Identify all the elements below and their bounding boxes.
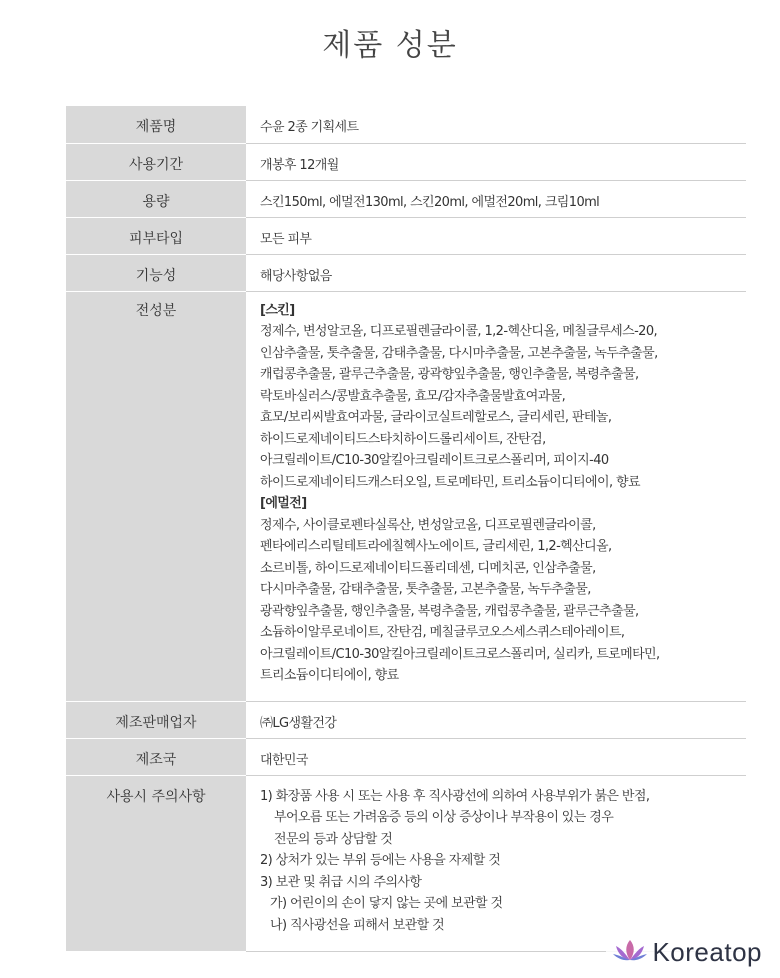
- koreatop-watermark: [606, 934, 768, 970]
- table-row: [66, 738, 746, 775]
- ingredient-line: 광곽향잎추출물, 행인추출물, 복령추출물, 캐럽콩추출물, 괄루근추출물,: [260, 603, 639, 619]
- product-info-table: [66, 106, 746, 952]
- precaution-line: 부어오름 또는 가려움증 등의 이상 증상이나 부작용이 있는 경우: [274, 810, 614, 825]
- row-value-product-name: 수윤 2종 기획세트: [246, 106, 746, 143]
- row-label-functional: 기능성: [66, 254, 246, 291]
- row-value-volume: 스킨150ml, 에멀전130ml, 스킨20ml, 에멀전20ml, 크림10ml: [246, 180, 746, 217]
- ingredient-line: 락토바실러스/콩발효추출물, 효모/감자추출물발효여과물,: [260, 388, 566, 404]
- ingredient-line: 펜타에리스리틸테트라에칠헥사노에이트, 글리세린, 1,2-헥산디올,: [260, 539, 612, 554]
- table-row: [66, 701, 746, 738]
- precaution-line: 나) 직사광선을 피해서 보관할 것: [270, 917, 445, 933]
- table-row: [66, 143, 746, 180]
- row-value-functional: 해당사항없음: [246, 254, 746, 291]
- precaution-line: 전문의 등과 상담할 것: [274, 831, 393, 847]
- ingredient-line: 하이드로제네이티드스타치하이드롤리세이트, 잔탄검,: [260, 431, 546, 447]
- row-label-usage-period: 사용기간: [66, 143, 246, 180]
- row-value-skin-type: 모든 피부: [246, 217, 746, 254]
- table-row: [66, 180, 746, 217]
- table-row: [66, 291, 746, 701]
- row-value-ingredients: [246, 291, 746, 701]
- ingredient-line: 하이드로제네이티드캐스터오일, 트로메타민, 트리소듐이디티에이, 향료: [260, 474, 640, 490]
- ingredient-line: 효모/보리씨발효여과물, 글라이코실트레할로스, 글리세린, 판테놀,: [260, 410, 612, 425]
- row-value-manufacturer: ㈜LG생활건강: [246, 701, 746, 738]
- precaution-line: 3) 보관 및 취급 시의 주의사항: [260, 874, 422, 890]
- row-label-volume: 용량: [66, 180, 246, 217]
- table-row: [66, 254, 746, 291]
- ingredient-heading-skin: [스킨]: [260, 302, 295, 318]
- page-title: 제품 성분: [322, 28, 458, 63]
- row-value-usage-period: 개봉후 12개월: [246, 143, 746, 180]
- ingredient-heading-emulsion: [에멀전]: [260, 496, 307, 511]
- row-label-manufacturer: 제조판매업자: [66, 701, 246, 738]
- table-row: [66, 106, 746, 143]
- watermark-text: Koreatop: [652, 936, 762, 967]
- lotus-icon: [612, 936, 648, 968]
- row-label-precautions: 사용시 주의사항: [66, 775, 246, 951]
- precaution-line: 2) 상처가 있는 부위 등에는 사용을 자제할 것: [260, 853, 501, 868]
- ingredient-line: 아크릴레이트/C10-30알킬아크릴레이트크로스폴리머, 피이지-40: [260, 453, 609, 468]
- ingredient-line: 아크릴레이트/C10-30알킬아크릴레이트크로스폴리머, 실리카, 트로메타민,: [260, 646, 660, 662]
- row-label-country: 제조국: [66, 738, 246, 775]
- table-row: [66, 775, 746, 951]
- table-row: [66, 217, 746, 254]
- ingredient-line: 정제수, 변성알코올, 디프로필렌글라이콜, 1,2-헥산디올, 메칠글루세스-20,: [260, 324, 658, 339]
- row-value-country: 대한민국: [246, 738, 746, 775]
- row-label-product-name: 제품명: [66, 106, 246, 143]
- ingredient-line: 소르비톨, 하이드로제네이티드폴리데센, 디메치콘, 인삼추출물,: [260, 560, 596, 576]
- ingredient-line: 트리소듐이디티에이, 향료: [260, 668, 399, 683]
- row-value-precautions: [246, 775, 746, 951]
- ingredient-line: 캐럽콩추출물, 괄루근추출물, 광곽향잎추출물, 행인추출물, 복령추출물,: [260, 367, 639, 382]
- ingredient-line: 인삼추출물, 톳추출물, 감태추출물, 다시마추출물, 고본추출물, 녹두추출물,: [260, 345, 658, 361]
- precaution-line: 1) 화장품 사용 시 또는 사용 후 직사광선에 의하여 사용부위가 붉은 반점,: [260, 788, 650, 804]
- row-label-ingredients: 전성분: [66, 291, 246, 701]
- row-label-skin-type: 피부타입: [66, 217, 246, 254]
- precaution-line: 가) 어린이의 손이 닿지 않는 곳에 보관할 것: [270, 896, 503, 911]
- ingredient-line: 다시마추출물, 감태추출물, 톳추출물, 고본추출물, 녹두추출물,: [260, 582, 591, 597]
- ingredient-line: 정제수, 사이클로펜타실록산, 변성알코올, 디프로필렌글라이콜,: [260, 517, 596, 533]
- ingredient-line: 소듐하이알루로네이트, 잔탄검, 메칠글루코오스세스퀴스테아레이트,: [260, 625, 625, 640]
